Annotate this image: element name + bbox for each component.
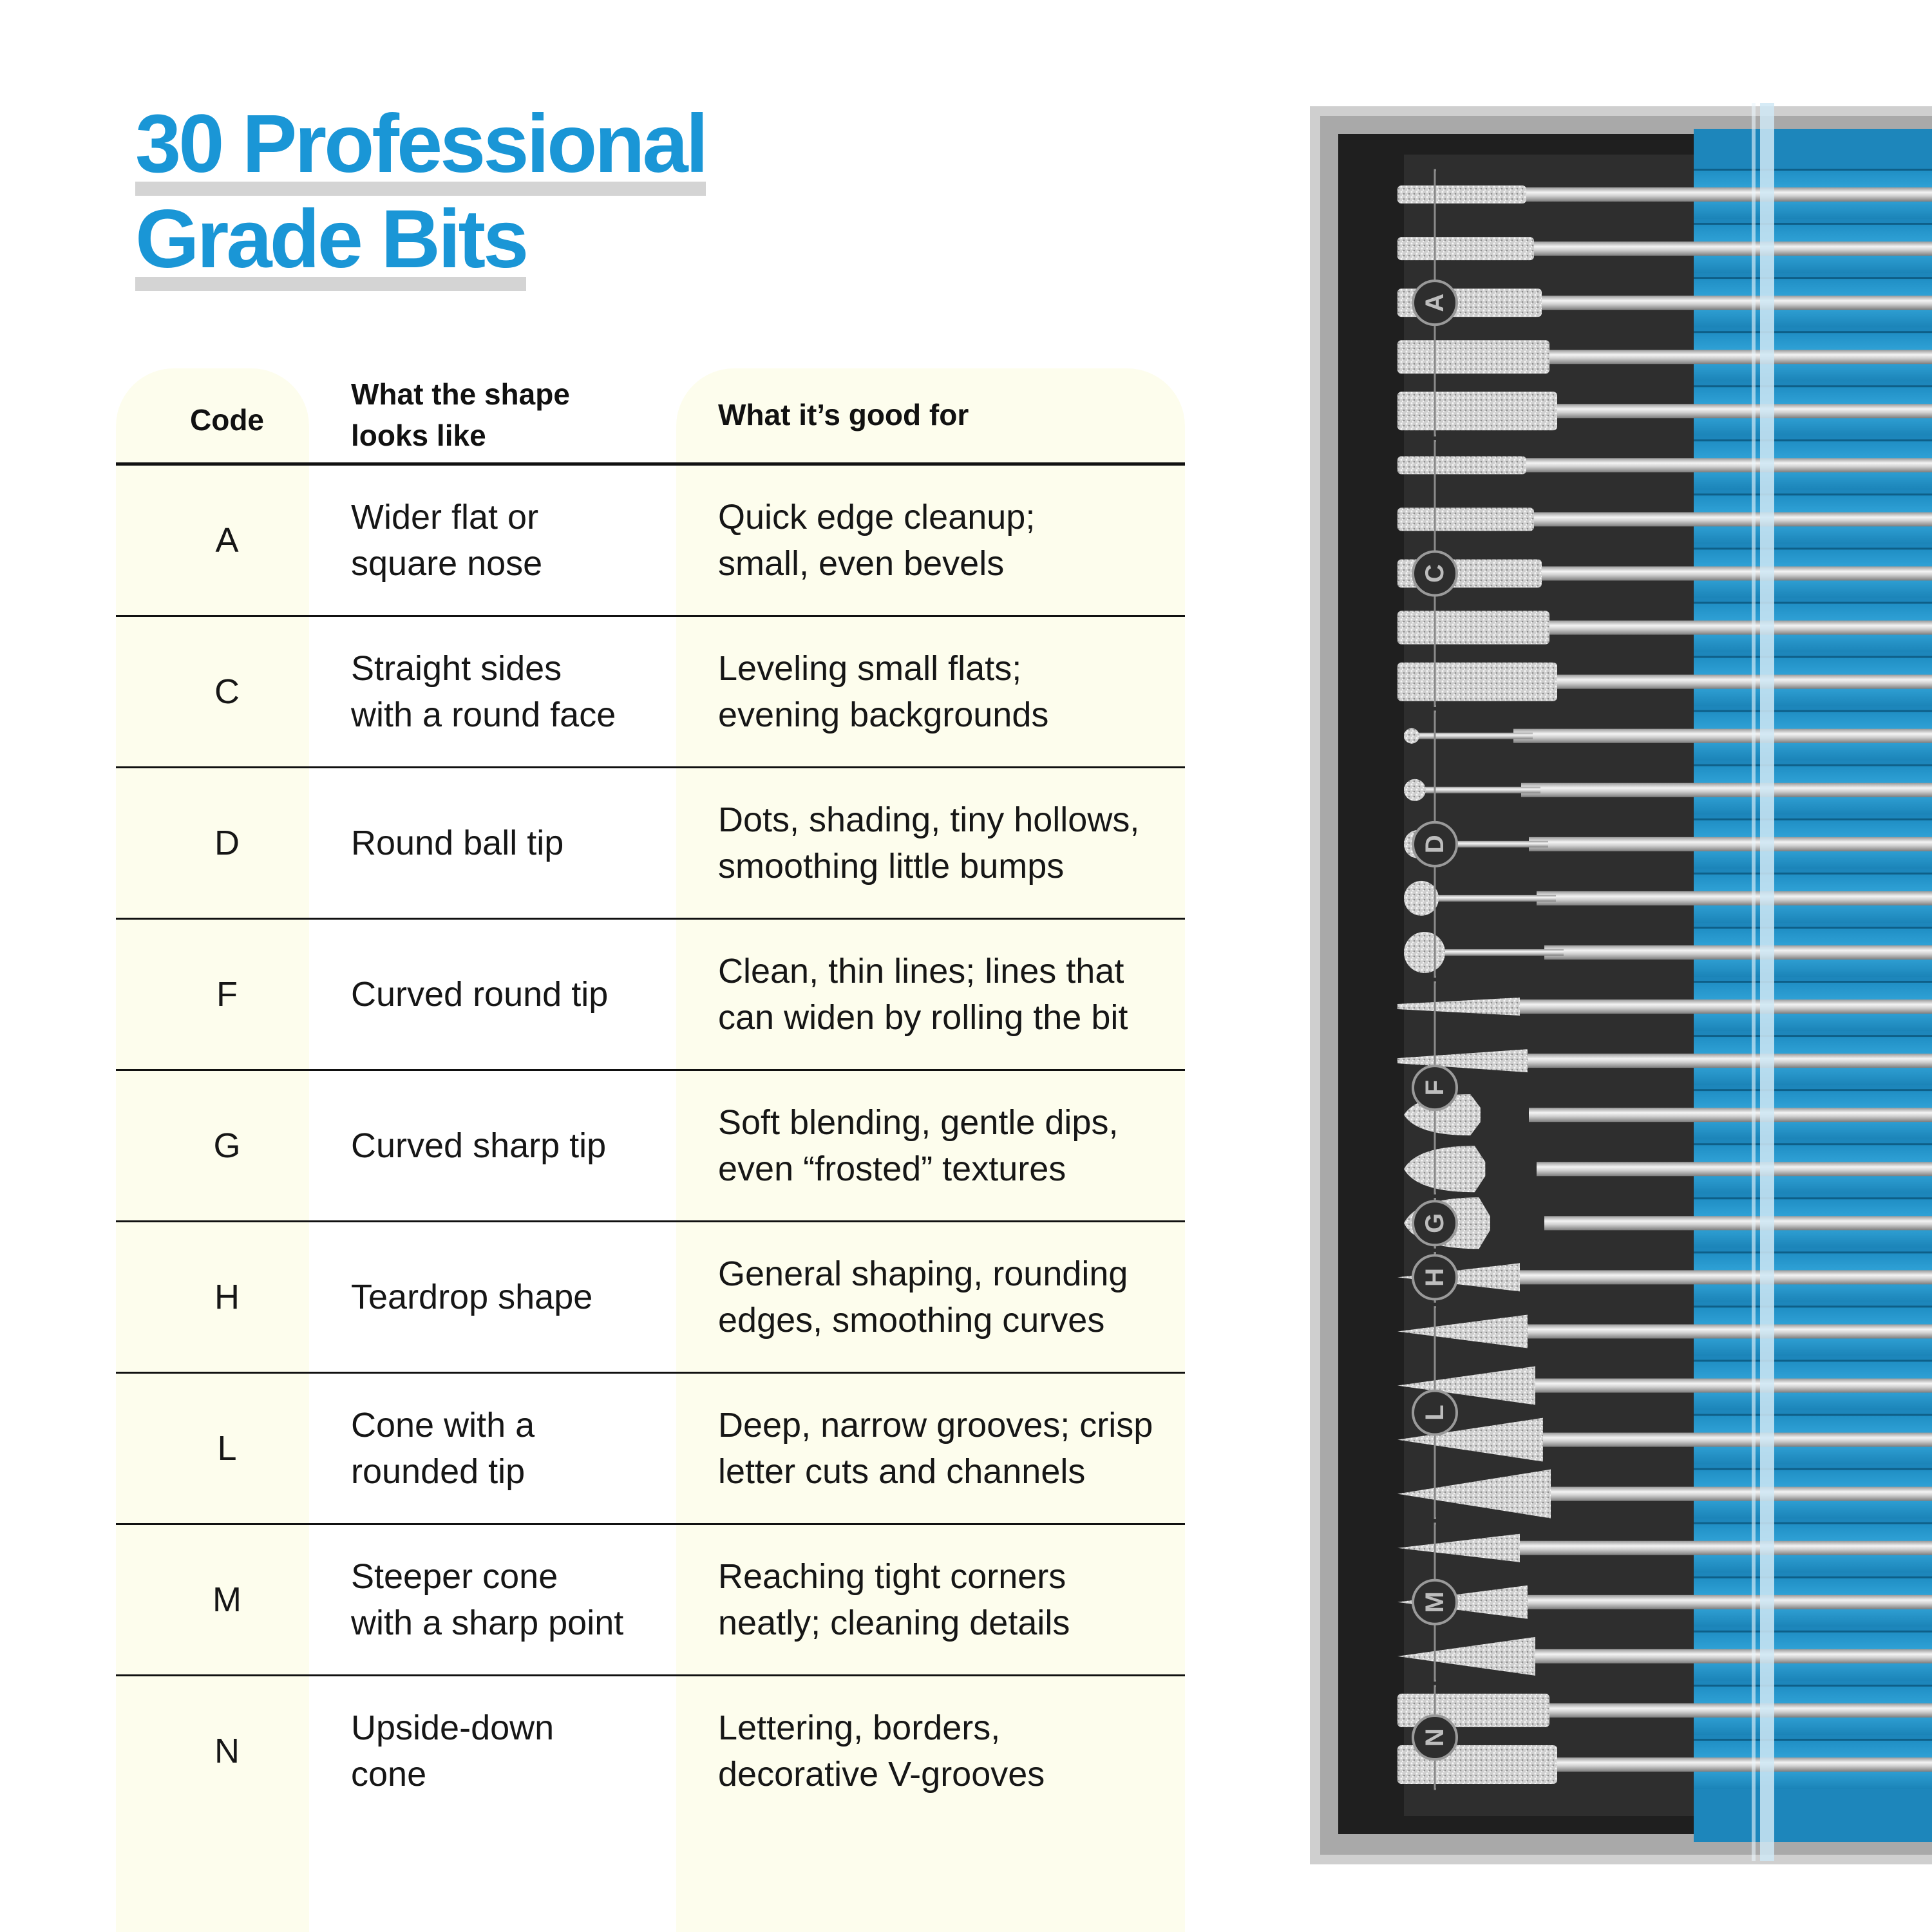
holder-slat-gap: [1694, 1305, 1932, 1307]
bit-shaft: [1529, 1649, 1932, 1663]
holder-slat-gap: [1694, 1089, 1932, 1091]
bit-head: [1397, 456, 1526, 474]
shape-text-line: cone: [351, 1755, 427, 1794]
shape-cell: [351, 1374, 776, 1523]
good-for-text-line: evening backgrounds: [718, 696, 1049, 734]
holder-slat-gap: [1694, 1197, 1932, 1199]
bit-shaft: [1537, 350, 1932, 364]
shape-text-line: Curved round tip: [351, 975, 609, 1014]
bit-shaft: [1544, 1757, 1932, 1772]
code-cell: L: [217, 1429, 237, 1468]
shape-text-line: Cone with a: [351, 1406, 535, 1444]
bit-shaft: [1529, 837, 1932, 851]
good-for-cell: [718, 1222, 1185, 1372]
good-for-text-line: even “frosted” textures: [718, 1150, 1066, 1188]
holder-slat-gap: [1694, 169, 1932, 171]
shape-cell: [351, 1071, 776, 1220]
holder-slat-gap: [1694, 1035, 1932, 1037]
bit-shaft: [1513, 729, 1932, 743]
good-for-cell: [718, 1071, 1185, 1220]
bit-shaft: [1529, 1379, 1932, 1393]
good-for-text-line: neatly; cleaning details: [718, 1604, 1070, 1642]
good-for-cell: [718, 920, 1185, 1069]
good-for-text-line: small, even bevels: [718, 544, 1005, 583]
holder-slat-gap: [1694, 1685, 1932, 1687]
bit-head: [1397, 185, 1526, 204]
bit-head: [1397, 663, 1557, 701]
good-for-text-line: Lettering, borders,: [718, 1709, 1001, 1747]
good-for-text-line: letter cuts and channels: [718, 1452, 1086, 1491]
group-label-text: M: [1421, 1591, 1449, 1613]
bit-shaft: [1537, 891, 1932, 905]
good-for-cell: [718, 768, 1185, 918]
shape-text-line: Straight sides: [351, 649, 562, 688]
shape-cell: [351, 617, 776, 766]
bit-shaft: [1521, 242, 1932, 256]
group-label-text: C: [1421, 564, 1449, 583]
bit-shaft: [1537, 1433, 1932, 1447]
shape-cell: [351, 1676, 776, 1826]
shape-cell: [351, 768, 776, 918]
bit-shaft: [1513, 999, 1932, 1014]
holder-slat-gap: [1694, 547, 1932, 549]
bit-shaft: [1521, 1054, 1932, 1068]
code-cell: N: [214, 1732, 240, 1770]
header-shape-line-2: looks like: [351, 419, 486, 452]
bit-shaft: [1544, 945, 1932, 960]
holder-slat-gap: [1694, 1468, 1932, 1470]
holder-slat-gap: [1694, 331, 1932, 333]
holder-slat-gap: [1694, 1359, 1932, 1361]
code-cell: H: [214, 1278, 240, 1316]
bit-head: [1404, 881, 1439, 916]
good-for-cell: [718, 466, 1185, 615]
good-for-cell: [718, 1374, 1185, 1523]
holder-slat-gap: [1694, 223, 1932, 225]
bit-shaft: [1521, 1595, 1932, 1609]
bit-shaft: [1529, 296, 1932, 310]
bit-head: [1397, 611, 1549, 645]
good-for-text-line: Quick edge cleanup;: [718, 498, 1036, 536]
bit-shaft: [1544, 675, 1932, 689]
holder-slat-gap: [1694, 1522, 1932, 1524]
good-for-text-line: smoothing little bumps: [718, 847, 1065, 886]
header-code: Code: [190, 403, 264, 437]
good-for-text-line: Soft blending, gentle dips,: [718, 1103, 1119, 1142]
good-for-text-line: Clean, thin lines; lines that: [718, 952, 1124, 990]
shape-text-line: Teardrop shape: [351, 1278, 593, 1316]
shape-text-line: Upside-down: [351, 1709, 554, 1747]
lid-rail: [1760, 103, 1774, 1861]
holder-slat-gap: [1694, 710, 1932, 712]
good-for-cell: [718, 1676, 1185, 1826]
table-row: [116, 1222, 1185, 1374]
title-line-2: Grade Bits: [135, 192, 526, 287]
code-cell: C: [214, 672, 240, 711]
shape-text-line: Round ball tip: [351, 824, 564, 862]
table-row: [116, 1071, 1185, 1222]
bit-shaft: [1513, 187, 1932, 202]
bit-shaft: [1537, 621, 1932, 635]
table-row: [116, 1374, 1185, 1525]
holder-slat-gap: [1694, 602, 1932, 604]
holder-slat-gap: [1694, 981, 1932, 983]
shape-text-line: rounded tip: [351, 1452, 526, 1491]
group-label-text: F: [1421, 1079, 1449, 1096]
group-label-text: D: [1421, 835, 1449, 854]
holder-slat-gap: [1694, 819, 1932, 820]
bit-case-illustration: [1307, 0, 1932, 1932]
lid-rail-edge: [1752, 103, 1756, 1861]
bit-head: [1397, 507, 1534, 531]
bit-shaft: [1544, 1487, 1932, 1501]
good-for-text-line: Reaching tight corners: [718, 1557, 1066, 1596]
holder-slat-gap: [1694, 493, 1932, 495]
good-for-text-line: decorative V-grooves: [718, 1755, 1045, 1794]
holder-slat-gap: [1694, 1739, 1932, 1741]
shape-text-line: square nose: [351, 544, 543, 583]
holder-slat-gap: [1694, 873, 1932, 875]
group-label-text: L: [1421, 1405, 1449, 1421]
shape-cell: [351, 1525, 776, 1674]
holder-slat-gap: [1694, 1631, 1932, 1633]
code-cell: D: [214, 824, 240, 862]
title-line-1: 30 Professional: [135, 97, 706, 192]
holder-slat-gap: [1694, 385, 1932, 387]
bit-shaft: [1529, 1108, 1932, 1122]
header-shape-line-1: What the shape: [351, 377, 570, 411]
shape-cell: [351, 1222, 776, 1372]
bit-shaft: [1529, 566, 1932, 580]
shape-text-line: Steeper cone: [351, 1557, 558, 1596]
shape-text-line: with a round face: [351, 696, 616, 734]
code-cell: M: [213, 1580, 242, 1619]
table-row: [116, 466, 1185, 617]
holder-slat-gap: [1694, 764, 1932, 766]
header-good-for: What it’s good for: [718, 398, 969, 431]
good-for-text-line: Dots, shading, tiny hollows,: [718, 800, 1140, 839]
good-for-text-line: can widen by rolling the bit: [718, 998, 1128, 1037]
holder-slat-gap: [1694, 927, 1932, 929]
holder-slat-gap: [1694, 1414, 1932, 1416]
bit-shaft: [1521, 1324, 1932, 1338]
bit-shaft: [1544, 404, 1932, 418]
table-row: [116, 1676, 1185, 1828]
bit-head: [1397, 340, 1549, 374]
bit-neck: [1404, 733, 1533, 739]
bit-shaft: [1513, 1541, 1932, 1555]
good-for-cell: [718, 1525, 1185, 1674]
good-for-text-line: Leveling small flats;: [718, 649, 1022, 688]
table-row: [116, 617, 1185, 768]
shape-text-line: Wider flat or: [351, 498, 539, 536]
group-label-text: H: [1421, 1267, 1449, 1287]
bit-shaft: [1537, 1703, 1932, 1718]
code-cell: A: [215, 521, 239, 560]
holder-slat-gap: [1694, 1577, 1932, 1578]
bit-head: [1397, 392, 1557, 430]
bit-shaft: [1521, 512, 1932, 526]
code-cell: F: [216, 975, 238, 1014]
group-label-text: A: [1421, 293, 1449, 312]
bit-head: [1404, 728, 1419, 744]
shape-cell: [351, 466, 776, 615]
bit-case-image: [1307, 0, 1932, 1932]
bit-shaft: [1521, 783, 1932, 797]
bit-shaft: [1544, 1216, 1932, 1230]
shape-text-line: with a sharp point: [351, 1604, 624, 1642]
shape-text-line: Curved sharp tip: [351, 1126, 607, 1165]
holder-slat-gap: [1694, 1251, 1932, 1253]
group-label-text: N: [1421, 1728, 1449, 1747]
good-for-text-line: General shaping, rounding: [718, 1255, 1128, 1293]
good-for-cell: [718, 617, 1185, 766]
bit-head: [1397, 237, 1534, 260]
table-row: [116, 920, 1185, 1071]
bit-shaft: [1513, 458, 1932, 472]
bit-head: [1404, 779, 1426, 801]
good-for-text-line: Deep, narrow grooves; crisp: [718, 1406, 1153, 1444]
bit-head: [1404, 932, 1445, 973]
header-shape: [351, 374, 647, 456]
code-cell: G: [213, 1126, 241, 1165]
holder-slat-gap: [1694, 439, 1932, 441]
bit-shaft: [1537, 1162, 1932, 1176]
table-row: [116, 768, 1185, 920]
bit-shaft: [1513, 1270, 1932, 1284]
holder-slat-gap: [1694, 656, 1932, 658]
holder-slat-gap: [1694, 1143, 1932, 1145]
shape-cell: [351, 920, 776, 1069]
group-label-text: G: [1421, 1213, 1449, 1233]
good-for-text-line: edges, smoothing curves: [718, 1301, 1105, 1340]
holder-slat-gap: [1694, 277, 1932, 279]
table-row: [116, 1525, 1185, 1676]
